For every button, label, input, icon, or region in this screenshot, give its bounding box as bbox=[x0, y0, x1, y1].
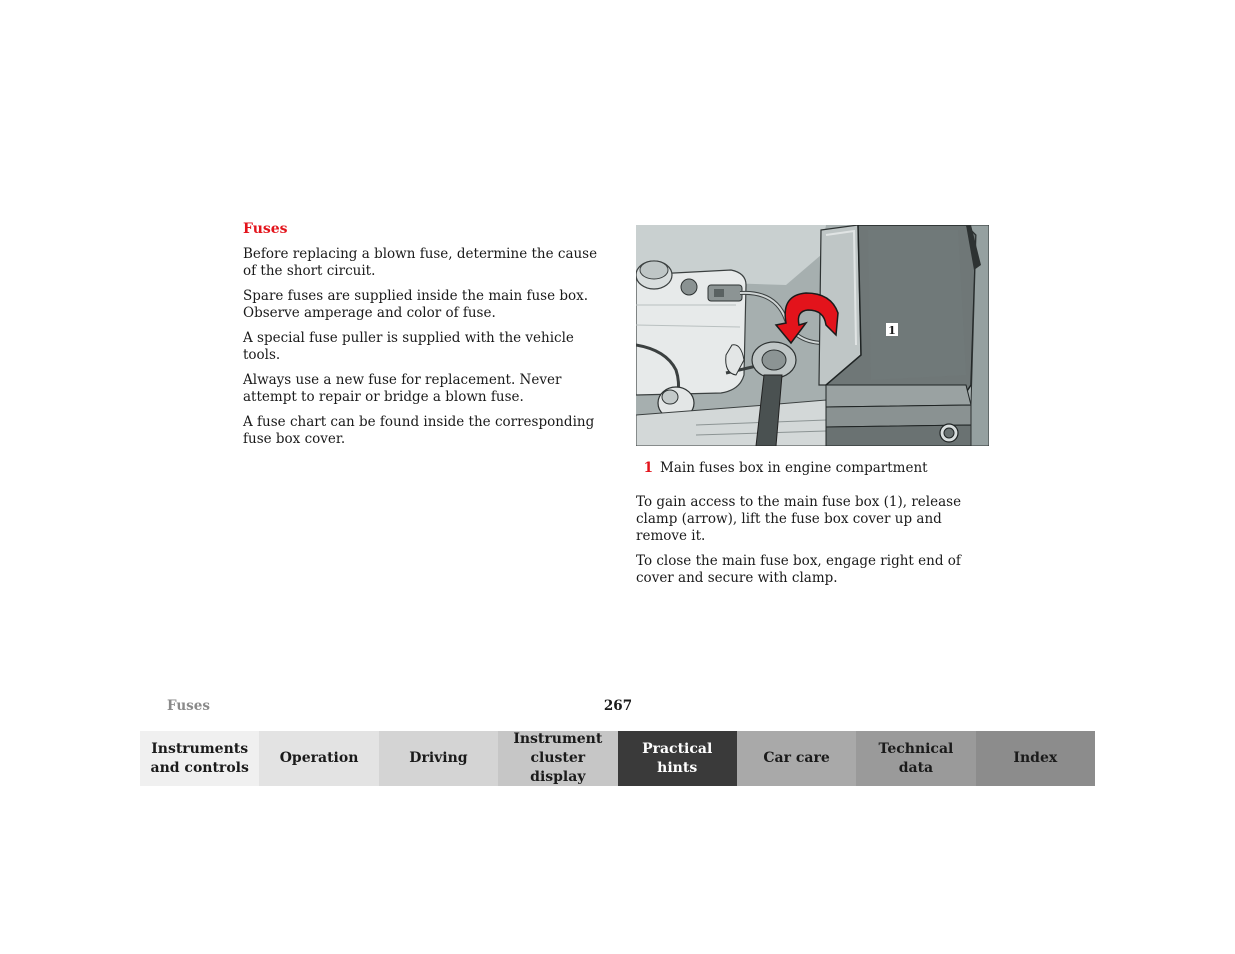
caption-number: 1 bbox=[643, 460, 653, 476]
tab-instruments-and-controls[interactable]: Instruments and controls bbox=[140, 731, 259, 786]
instruction-close: To close the main fuse box, engage right end of cover and secure with clamp. bbox=[636, 553, 961, 586]
paragraph-fuse-puller: A special fuse puller is supplied with the vehicle tools. bbox=[243, 330, 574, 363]
callout-label: 1 bbox=[888, 324, 896, 337]
paragraph-fuse-chart: A fuse chart can be found inside the corresponding fuse box cover. bbox=[243, 414, 595, 447]
tab-operation[interactable]: Operation bbox=[259, 731, 378, 786]
tab-driving[interactable]: Driving bbox=[379, 731, 498, 786]
paragraph-spare-fuses: Spare fuses are supplied inside the main fuse box. Observe amperage and color of fuse. bbox=[243, 288, 589, 321]
tab-instrument-cluster-display[interactable]: Instrument cluster display bbox=[498, 731, 617, 786]
paragraph-new-fuse: Always use a new fuse for replacement. Never attempt to repair or bridge a blown fuse. bbox=[243, 372, 562, 405]
tab-car-care[interactable]: Car care bbox=[737, 731, 856, 786]
caption-text: Main fuses box in engine compartment bbox=[660, 460, 928, 476]
tab-technical-data[interactable]: Technical data bbox=[856, 731, 975, 786]
tab-practical-hints[interactable]: Practical hints bbox=[618, 731, 737, 786]
paragraph-cause: Before replacing a blown fuse, determine the cause of the short circuit. bbox=[243, 246, 598, 279]
section-title: Fuses bbox=[243, 221, 288, 237]
page-number: 267 bbox=[603, 698, 633, 714]
instructions bbox=[636, 494, 996, 595]
footer-section-name: Fuses bbox=[167, 698, 210, 714]
engine-compartment-illustration bbox=[636, 225, 989, 446]
chapter-navigation bbox=[140, 731, 1095, 786]
tab-index[interactable]: Index bbox=[976, 731, 1095, 786]
left-column bbox=[243, 221, 605, 456]
instruction-open: To gain access to the main fuse box (1), release clamp (arrow), lift the fuse box cover up and remove it. bbox=[636, 494, 962, 544]
figure-caption bbox=[636, 460, 996, 477]
